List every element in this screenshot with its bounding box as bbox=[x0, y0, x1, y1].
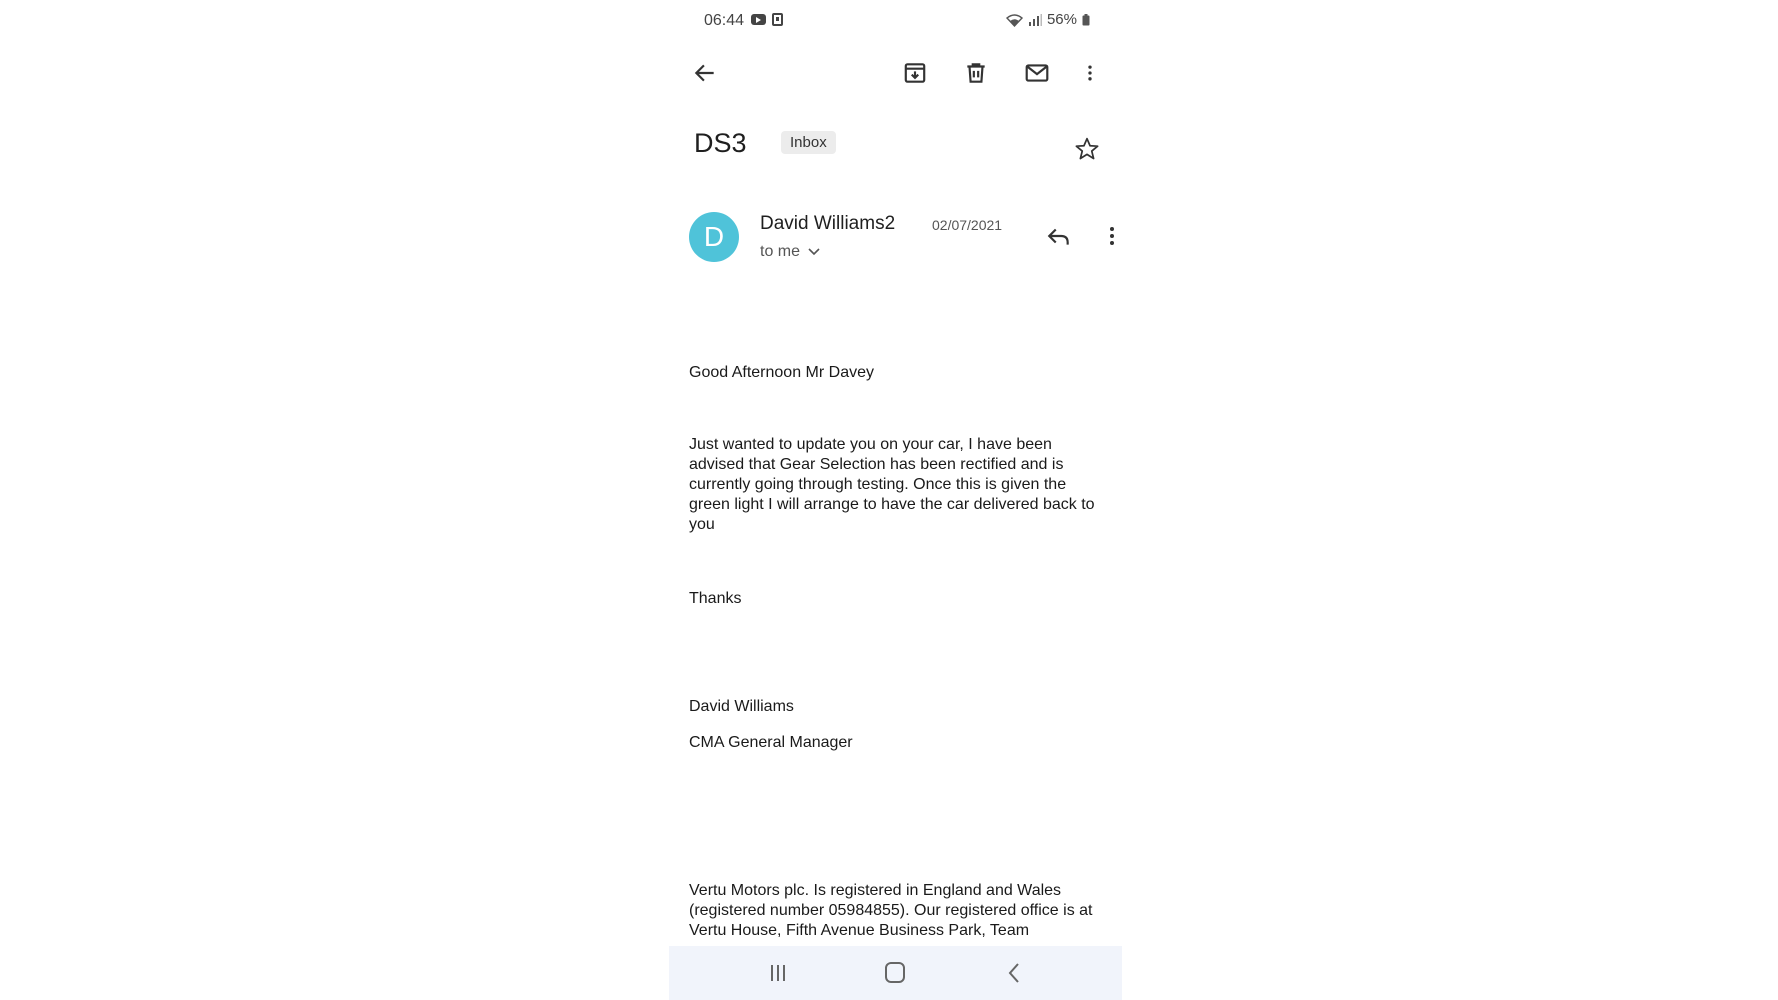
email-greeting: Good Afternoon Mr Davey bbox=[689, 364, 874, 381]
status-time: 06:44 bbox=[704, 12, 745, 29]
home-button[interactable] bbox=[880, 960, 910, 986]
chevron-down-icon bbox=[808, 248, 820, 256]
more-vertical-icon bbox=[1100, 223, 1122, 249]
signature-title: CMA General Manager bbox=[689, 734, 853, 751]
wifi-icon bbox=[1006, 13, 1023, 27]
delete-button[interactable] bbox=[961, 58, 991, 88]
battery-icon bbox=[1082, 14, 1090, 26]
sender-name: David Williams2 bbox=[760, 213, 896, 234]
email-toolbar bbox=[669, 50, 1122, 96]
archive-icon bbox=[902, 60, 928, 86]
more-options-button[interactable] bbox=[1080, 58, 1100, 88]
arrow-left-icon bbox=[692, 60, 718, 86]
email-paragraph: Just wanted to update you on your car, I have been advised that Gear Selection has been rectified and is currently going through testing. Once this is given the green light I will arrange to have the car delivered back to you bbox=[689, 436, 1095, 533]
system-back-button[interactable] bbox=[1000, 960, 1030, 986]
mail-icon bbox=[1024, 60, 1050, 86]
trash-icon bbox=[963, 60, 989, 86]
inbox-label-badge[interactable]: Inbox bbox=[781, 131, 836, 154]
sender-row bbox=[689, 212, 1109, 272]
back-icon bbox=[1000, 960, 1030, 986]
recipient-details-toggle[interactable] bbox=[760, 243, 820, 261]
archive-button[interactable] bbox=[900, 58, 930, 88]
home-icon bbox=[880, 960, 910, 986]
recents-icon bbox=[763, 960, 793, 986]
app-notification-icon bbox=[772, 13, 783, 26]
system-nav-bar bbox=[669, 946, 1122, 1000]
battery-percent: 56% bbox=[1046, 11, 1077, 28]
recents-button[interactable] bbox=[763, 960, 793, 986]
status-bar bbox=[669, 0, 1122, 42]
message-more-button[interactable] bbox=[1100, 223, 1120, 253]
email-thanks: Thanks bbox=[689, 590, 742, 607]
sender-date: 02/07/2021 bbox=[932, 217, 1003, 233]
email-footer: Vertu Motors plc. Is registered in England and Wales (registered number 05984855). Our registered office is at Vertu House, Fifth Avenue Business Park, Team bbox=[689, 882, 1093, 939]
star-icon bbox=[1074, 136, 1100, 162]
youtube-notification-icon bbox=[751, 14, 766, 25]
reply-icon bbox=[1046, 223, 1072, 249]
email-subject: DS3 bbox=[694, 128, 747, 158]
mark-unread-button[interactable] bbox=[1022, 58, 1052, 88]
more-vertical-icon bbox=[1080, 60, 1100, 86]
back-button[interactable] bbox=[690, 58, 720, 88]
signature-name: David Williams bbox=[689, 698, 794, 715]
recipient-label: to me bbox=[760, 243, 801, 260]
avatar[interactable]: D bbox=[689, 212, 739, 262]
star-button[interactable] bbox=[1074, 136, 1104, 166]
status-right-group bbox=[1006, 11, 1090, 28]
reply-button[interactable] bbox=[1046, 223, 1076, 253]
subject-row bbox=[694, 124, 1114, 164]
signal-icon bbox=[1028, 14, 1042, 26]
phone-screen bbox=[669, 0, 1122, 1000]
